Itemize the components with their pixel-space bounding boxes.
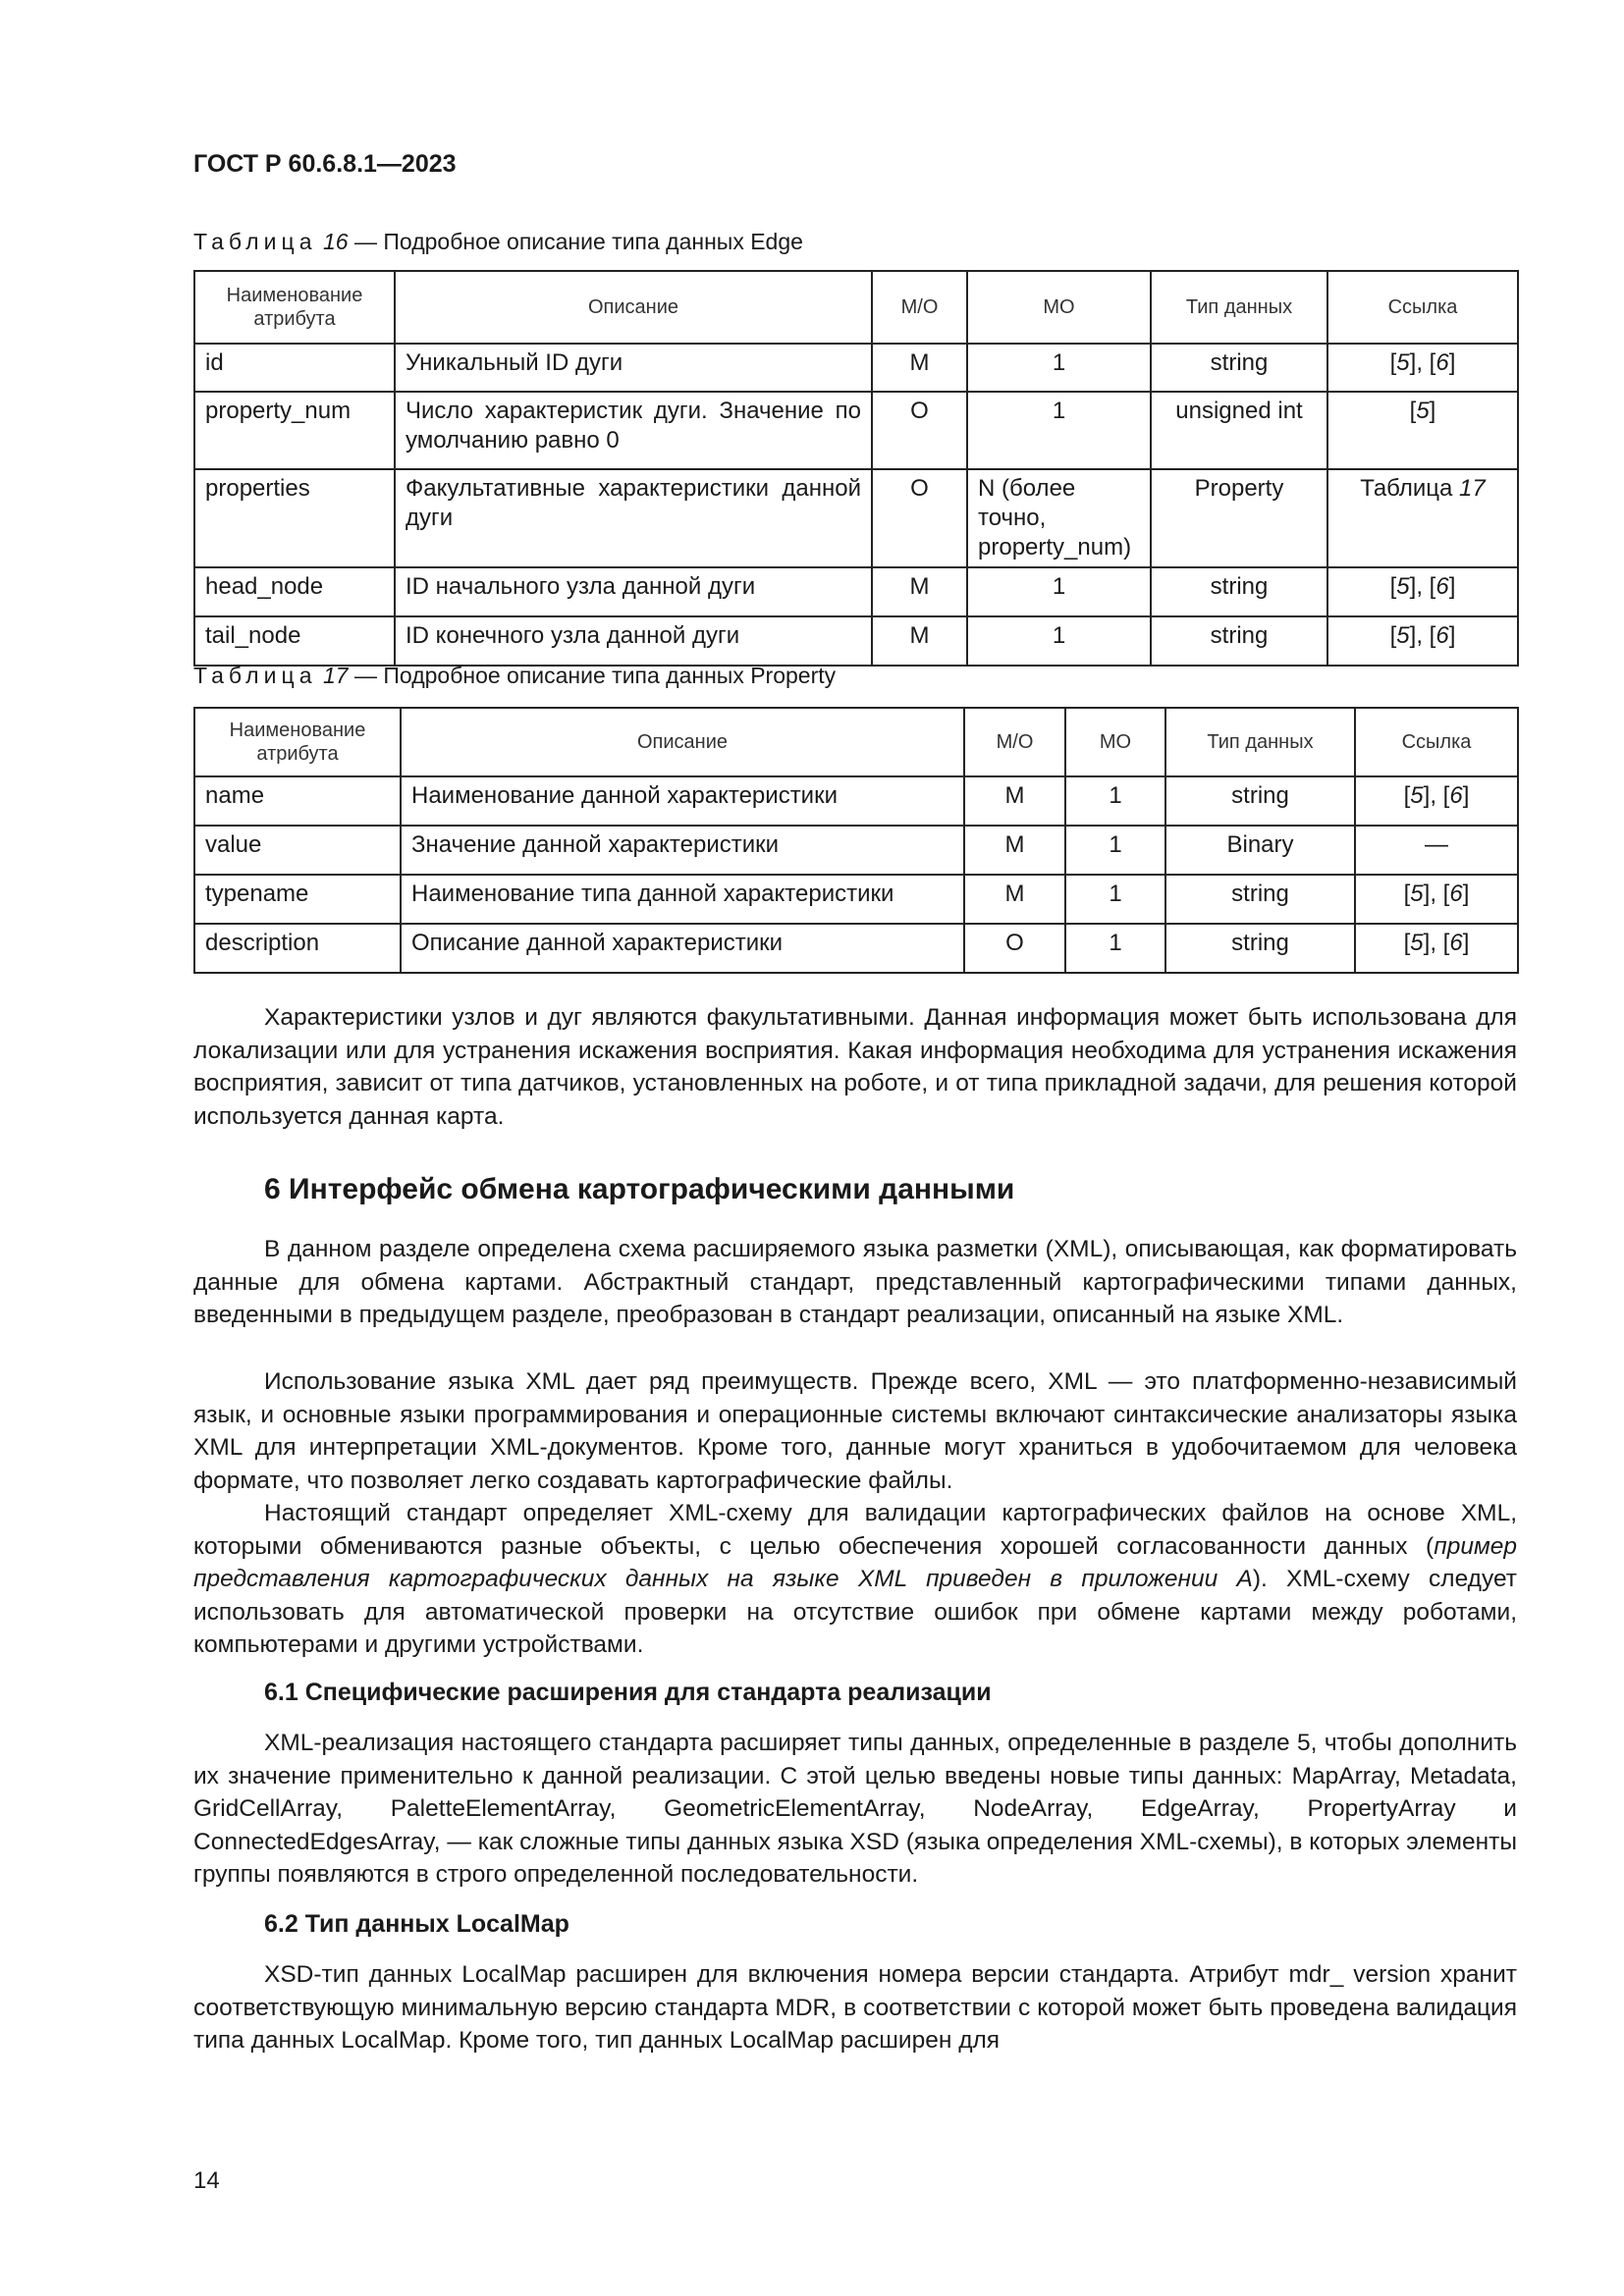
multiplicity-cell: 1 xyxy=(1065,776,1165,826)
mo-cell: M xyxy=(872,616,967,666)
ref-text: ], [ xyxy=(1423,881,1450,907)
paragraph-text: Настоящий стандарт определяет XML-схему для валидации картографических файлов на основе XML, которыми обмениваются разные объекты, с целью обеспечения хорошей согласованности данных ( xyxy=(193,1500,1517,1560)
paragraph-xml-schema xyxy=(193,1497,1517,1662)
paragraph-characteristics: Характеристики узлов и дуг являются факультативными. Данная информация может быть использована для локализации или для устранения искажения восприятия. Какая информация необходима для устранения искажения восприятия, зависит от типа датчиков, установленных на роботе, и от типа прикладной задачи, для решения которой используется данная карта. xyxy=(193,1004,1517,1130)
paragraph-xml-advantages: Использование языка XML дает ряд преимуществ. Прежде всего, XML — это платформенно-независимый язык, и основные языки программирования и операционные системы включают синтаксические анализаторы языка XML для интерпретации XML-документов. Кроме того, данные могут храниться в удобочитаемом для человека формате, что позволяет легко создавать картографические файлы. xyxy=(193,1368,1517,1494)
attr-name-cell: id xyxy=(194,344,395,392)
caption-number: 16 xyxy=(323,229,349,254)
multiplicity-cell: 1 xyxy=(967,616,1151,666)
column-header: Наименование атрибута xyxy=(194,708,401,776)
multiplicity-cell: 1 xyxy=(967,344,1151,392)
ref-text: [ xyxy=(1389,349,1397,376)
caption-prefix: Таблица xyxy=(193,663,317,688)
reference-cell xyxy=(1355,776,1518,826)
ref-number: 5 xyxy=(1396,622,1410,649)
reference-cell xyxy=(1327,392,1518,469)
table-row xyxy=(194,826,1518,875)
table-row xyxy=(194,616,1518,666)
reference-cell xyxy=(1355,924,1518,973)
reference-cell xyxy=(1355,826,1518,875)
column-header: M/O xyxy=(872,271,967,344)
ref-text: Таблица xyxy=(1360,475,1460,502)
reference-cell xyxy=(1327,344,1518,392)
caption-number: 17 xyxy=(323,663,349,688)
ref-number: 5 xyxy=(1416,398,1430,424)
multiplicity-cell: 1 xyxy=(1065,826,1165,875)
ref-number: 5 xyxy=(1410,881,1424,907)
caption-text: — Подробное описание типа данных Property xyxy=(348,663,837,688)
table-header-row xyxy=(194,708,1518,776)
type-cell: unsigned int xyxy=(1151,392,1327,469)
mo-cell: M xyxy=(964,826,1065,875)
table-row xyxy=(194,392,1518,469)
mo-cell: M xyxy=(964,776,1065,826)
description-cell: Описание данной характеристики xyxy=(401,924,964,973)
reference-cell xyxy=(1327,469,1518,567)
ref-text: ] xyxy=(1429,398,1436,424)
type-cell: string xyxy=(1151,567,1327,616)
ref-text: ] xyxy=(1448,622,1456,649)
column-header: Тип данных xyxy=(1165,708,1355,776)
type-cell: string xyxy=(1151,616,1327,666)
ref-text: ] xyxy=(1448,349,1456,376)
appendix-reference: пример представления картографических данных на языке XML приведен в приложении А xyxy=(193,1532,1517,1592)
type-cell: string xyxy=(1151,344,1327,392)
attr-name-cell: head_node xyxy=(194,567,395,616)
multiplicity-cell: 1 xyxy=(1065,875,1165,924)
table-16 xyxy=(193,270,1519,667)
ref-number: 6 xyxy=(1435,573,1449,600)
ref-text: ], [ xyxy=(1409,573,1436,600)
type-cell: string xyxy=(1165,924,1355,973)
column-header: Наименование атрибута xyxy=(194,271,395,344)
ref-text: ] xyxy=(1462,930,1470,956)
table-row xyxy=(194,344,1518,392)
ref-text: [ xyxy=(1389,573,1397,600)
description-cell: ID начального узла данной дуги xyxy=(395,567,872,616)
ref-number: 5 xyxy=(1410,930,1424,956)
column-header: M/O xyxy=(964,708,1065,776)
multiplicity-cell: N (более точно, property_num) xyxy=(967,469,1151,567)
attr-name-cell: properties xyxy=(194,469,395,567)
table-row xyxy=(194,875,1518,924)
table-17 xyxy=(193,707,1519,974)
type-cell: Binary xyxy=(1165,826,1355,875)
column-header: Ссылка xyxy=(1355,708,1518,776)
mo-cell: O xyxy=(872,469,967,567)
description-cell: Уникальный ID дуги xyxy=(395,344,872,392)
caption-prefix: Таблица xyxy=(193,229,317,254)
column-header: Тип данных xyxy=(1151,271,1327,344)
column-header: MO xyxy=(967,271,1151,344)
attr-name-cell: tail_node xyxy=(194,616,395,666)
ref-number: 6 xyxy=(1435,622,1449,649)
attr-name-cell: name xyxy=(194,776,401,826)
mo-cell: M xyxy=(872,567,967,616)
ref-number: 17 xyxy=(1459,475,1486,502)
table-16-caption xyxy=(193,229,803,255)
description-cell: Факультативные характеристики данной дуги xyxy=(395,469,872,567)
mo-cell: M xyxy=(872,344,967,392)
description-cell: Число характеристик дуги. Значение по умолчанию равно 0 xyxy=(395,392,872,469)
section-6-2-heading: 6.2 Тип данных LocalMap xyxy=(264,1910,569,1938)
paragraph-section-6-intro: В данном разделе определена схема расширяемого языка разметки (XML), описывающая, как форматировать данные для обмена картами. Абстрактный стандарт, представленный картографическими типами данных, введенными в предыдущем разделе, преобразован в стандарт реализации, описанный на языке XML. xyxy=(193,1236,1517,1328)
attr-name-cell: typename xyxy=(194,875,401,924)
attr-name-cell: value xyxy=(194,826,401,875)
reference-cell xyxy=(1327,567,1518,616)
column-header: Ссылка xyxy=(1327,271,1518,344)
ref-number: 6 xyxy=(1449,930,1463,956)
attr-name-cell: description xyxy=(194,924,401,973)
type-cell: Property xyxy=(1151,469,1327,567)
paragraph-specific-extensions: XML-реализация настоящего стандарта расширяет типы данных, определенные в разделе 5, чтобы дополнить их значение применительно к данной реализации. С этой целью введены новые типы данных: MapArray, Metadata, GridCellArray, PaletteElementArray, GeometricElementArray, NodeArray, EdgeArray, PropertyArray и ConnectedEdgesArray, — как сложные типы данных языка XSD (языка определения XML-схемы), в которых элементы группы появляются в строго определенной последовательности. xyxy=(193,1730,1517,1888)
ref-number: 5 xyxy=(1410,782,1424,809)
table-row xyxy=(194,776,1518,826)
ref-text: [ xyxy=(1403,930,1411,956)
ref-text: ], [ xyxy=(1423,930,1450,956)
ref-number: 5 xyxy=(1396,573,1410,600)
ref-number: 6 xyxy=(1449,881,1463,907)
ref-text: [ xyxy=(1403,782,1411,809)
ref-text: — xyxy=(1425,831,1448,858)
section-6-1-heading: 6.1 Специфические расширения для стандарта реализации xyxy=(264,1679,992,1706)
ref-text: [ xyxy=(1409,398,1417,424)
ref-text: ], [ xyxy=(1423,782,1450,809)
table-row xyxy=(194,924,1518,973)
table-row xyxy=(194,567,1518,616)
ref-text: ] xyxy=(1462,782,1470,809)
document-header: ГОСТ Р 60.6.8.1—2023 xyxy=(193,150,457,178)
mo-cell: O xyxy=(964,924,1065,973)
description-cell: ID конечного узла данной дуги xyxy=(395,616,872,666)
page-number: 14 xyxy=(193,2167,220,2194)
mo-cell: M xyxy=(964,875,1065,924)
table-row xyxy=(194,469,1518,567)
description-cell: Значение данной характеристики xyxy=(401,826,964,875)
column-header: Описание xyxy=(401,708,964,776)
reference-cell xyxy=(1327,616,1518,666)
column-header: Описание xyxy=(395,271,872,344)
table-header-row xyxy=(194,271,1518,344)
ref-number: 6 xyxy=(1435,349,1449,376)
multiplicity-cell: 1 xyxy=(967,392,1151,469)
section-6-heading: 6 Интерфейс обмена картографическими данными xyxy=(264,1173,1015,1205)
description-cell: Наименование типа данной характеристики xyxy=(401,875,964,924)
ref-text: ], [ xyxy=(1409,349,1436,376)
attr-name-cell: property_num xyxy=(194,392,395,469)
ref-number: 5 xyxy=(1396,349,1410,376)
table-17-caption xyxy=(193,663,836,689)
description-cell: Наименование данной характеристики xyxy=(401,776,964,826)
reference-cell xyxy=(1355,875,1518,924)
ref-text: [ xyxy=(1403,881,1411,907)
ref-text: ] xyxy=(1448,573,1456,600)
paragraph-localmap: XSD-тип данных LocalMap расширен для включения номера версии стандарта. Атрибут mdr_ version хранит соответствующую минимальную версию стандарта MDR, в соответствии с которой может быть проведена валидация типа данных LocalMap. Кроме того, тип данных LocalMap расширен для xyxy=(193,1961,1517,2054)
ref-text: ], [ xyxy=(1409,622,1436,649)
multiplicity-cell: 1 xyxy=(967,567,1151,616)
mo-cell: O xyxy=(872,392,967,469)
ref-text: ] xyxy=(1462,881,1470,907)
multiplicity-cell: 1 xyxy=(1065,924,1165,973)
type-cell: string xyxy=(1165,776,1355,826)
type-cell: string xyxy=(1165,875,1355,924)
ref-text: [ xyxy=(1389,622,1397,649)
ref-number: 6 xyxy=(1449,782,1463,809)
caption-text: — Подробное описание типа данных Edge xyxy=(348,229,803,254)
paragraph-text: ). XML-схему следует использовать для автоматической проверки на отсутствие ошибок при обмене картами между роботами, компьютерами и другими устройствами. xyxy=(193,1566,1517,1658)
column-header: MO xyxy=(1065,708,1165,776)
